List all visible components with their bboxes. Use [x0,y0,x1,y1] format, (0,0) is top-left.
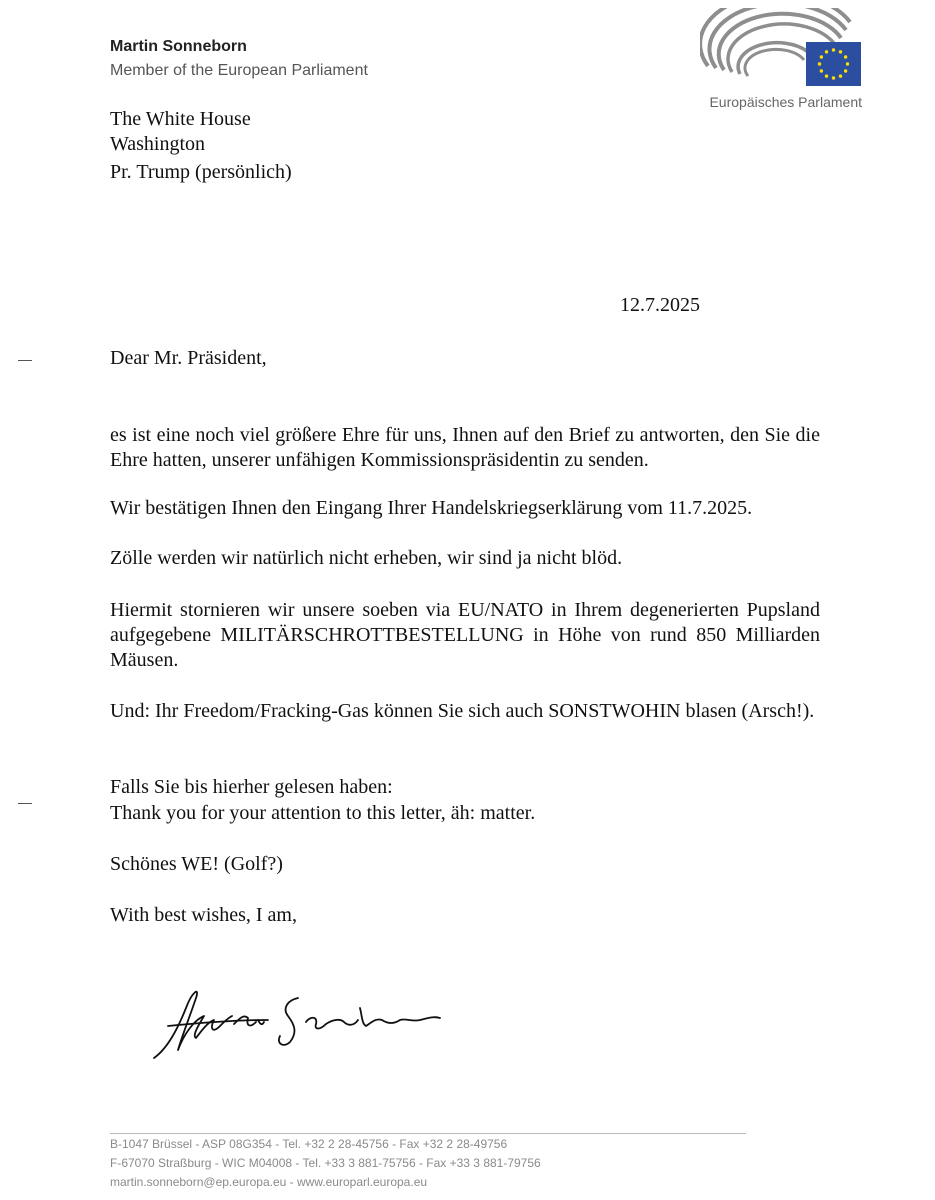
eu-star-icon [820,69,823,72]
eu-star-icon [825,50,828,53]
eu-star-icon [839,50,842,53]
fold-mark-top [18,360,32,361]
fold-mark-bottom [18,803,32,804]
european-parliament-logo [700,8,866,92]
letter-date: 12.7.2025 [620,294,700,316]
recipient-line-1: The White House [110,108,251,130]
paragraph-6-line-1: Falls Sie bis hierher gelesen haben: [110,776,393,798]
handwritten-signature [148,978,448,1068]
sender-role: Member of the European Parliament [110,62,368,79]
paragraph-7: Schönes WE! (Golf?) [110,853,283,875]
eu-star-icon [825,74,828,77]
recipient-line-3: Pr. Trump (persönlich) [110,161,292,183]
recipient-line-2: Washington [110,133,206,155]
eu-star-icon [846,62,849,65]
paragraph-1: es ist eine noch viel größere Ehre für uns, Ihnen auf den Brief zu antworten, den Sie die Ehre hatten, unserer unfähigen Kommissionspräsidentin zu senden. [110,424,820,471]
footer-line-1: B-1047 Brüssel - ASP 08G354 - Tel. +32 2 28-45756 - Fax +32 2 28-49756 [110,1137,508,1151]
eu-star-icon [820,55,823,58]
paragraph-4: Hiermit stornieren wir unsere soeben via EU/NATO in Ihrem degenerierten Pupsland aufgegebene MILITÄRSCHROTTBESTELLUNG in Höhe von rund 850 Milliarden Mäusen. [110,599,820,671]
footer-line-2: F-67070 Straßburg - WIC M04008 - Tel. +33 3 881-75756 - Fax +33 3 881-79756 [110,1156,541,1170]
logo-caption: Europäisches Parlament [709,94,862,110]
closing: With best wishes, I am, [110,904,297,926]
eu-star-icon [832,76,835,79]
sender-name: Martin Sonneborn [110,38,247,55]
eu-star-icon [839,74,842,77]
eu-star-icon [844,69,847,72]
eu-star-icon [844,55,847,58]
eu-star-icon [818,62,821,65]
paragraph-6-line-2: Thank you for your attention to this letter, äh: matter. [110,802,536,824]
paragraph-2: Wir bestätigen Ihnen den Eingang Ihrer Handelskriegserklärung vom 11.7.2025. [110,497,753,519]
footer-line-3: martin.sonneborn@ep.europa.eu - www.europarl.europa.eu [110,1175,428,1189]
eu-star-icon [832,48,835,51]
footer-divider [110,1133,746,1134]
paragraph-3: Zölle werden wir natürlich nicht erheben, wir sind ja nicht blöd. [110,547,623,569]
salutation: Dear Mr. Präsident, [110,347,267,369]
paragraph-5: Und: Ihr Freedom/Fracking-Gas können Sie sich auch SONSTWOHIN blasen (Arsch!). [110,700,815,722]
